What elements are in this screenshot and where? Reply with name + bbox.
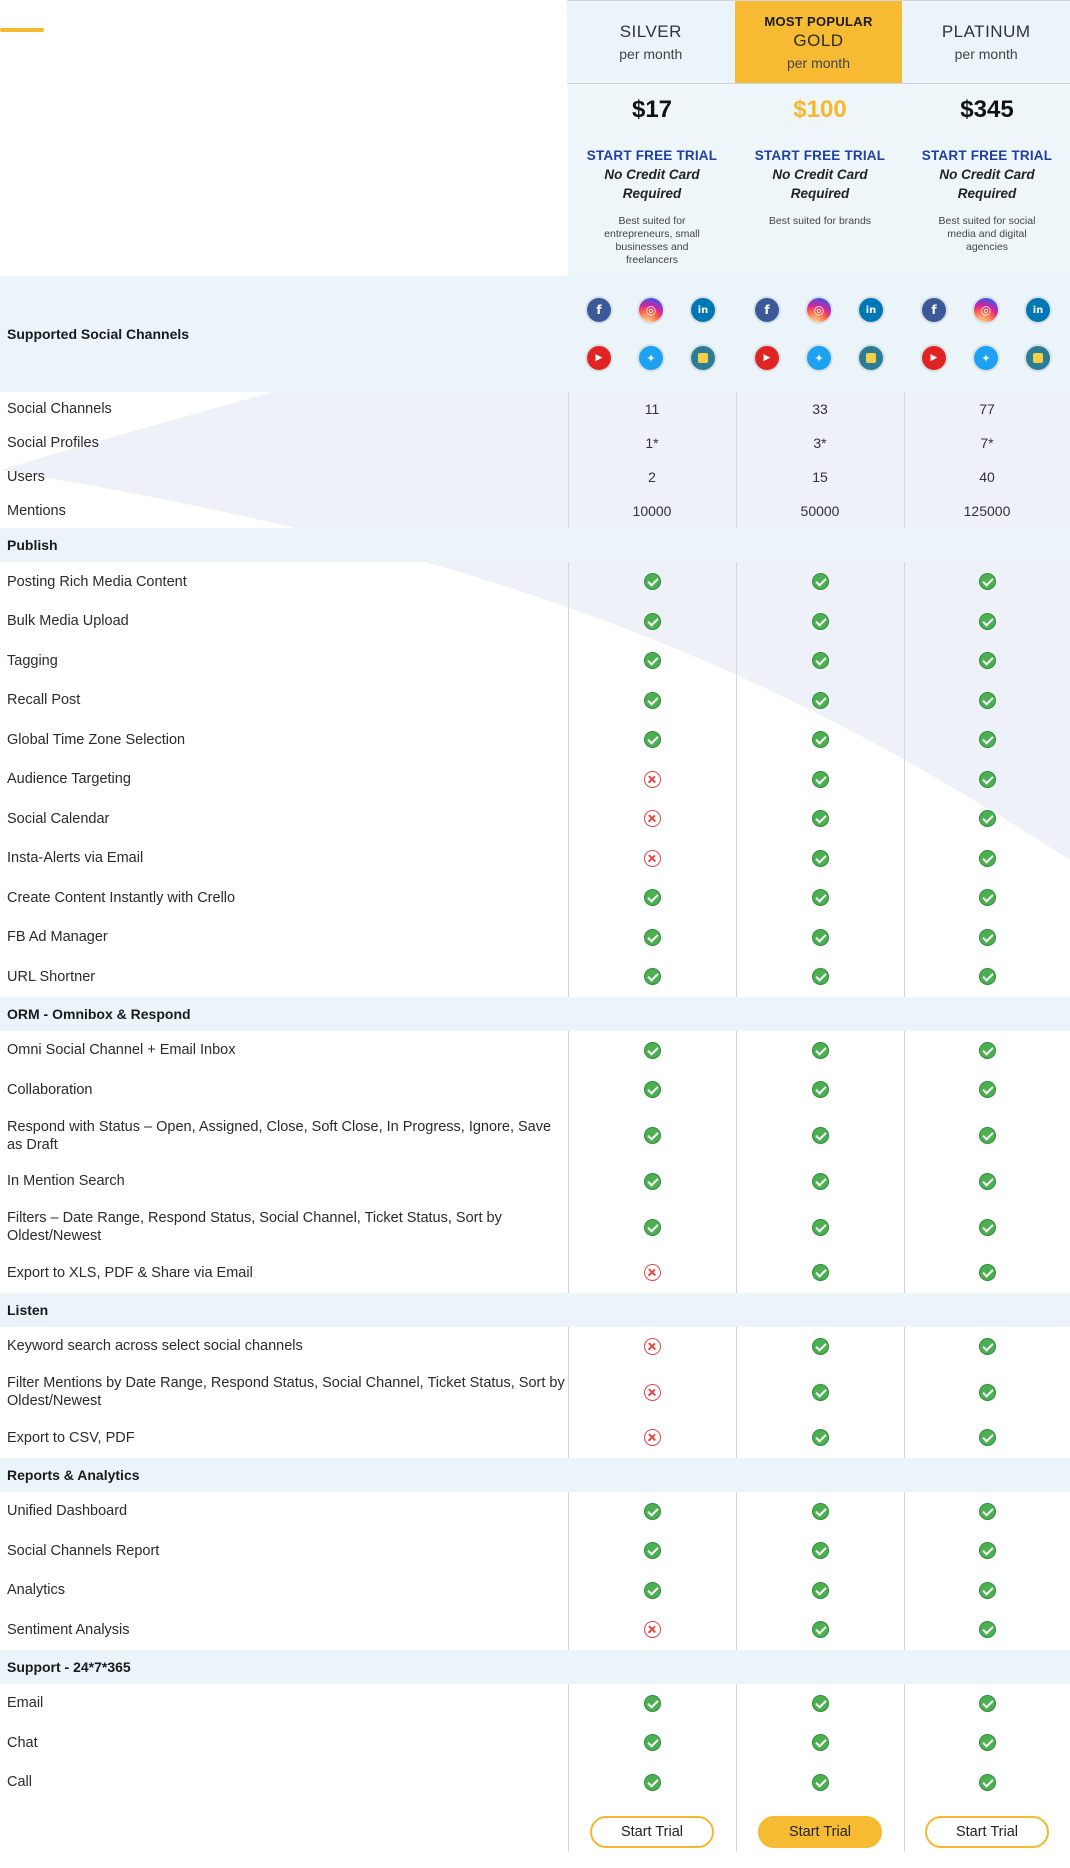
plan-price: $345 xyxy=(960,96,1014,123)
blogger-icon xyxy=(859,346,883,370)
feature-label: Export to CSV, PDF xyxy=(7,1429,135,1446)
check-icon xyxy=(644,1542,661,1559)
feature-label: In Mention Search xyxy=(7,1173,125,1190)
table-row xyxy=(0,602,1070,642)
row-value: 2 xyxy=(648,469,656,485)
plan-header-silver xyxy=(567,0,735,84)
cross-icon xyxy=(644,1384,661,1401)
row-value: 33 xyxy=(812,401,828,417)
feature-label: Email xyxy=(7,1695,44,1712)
check-icon xyxy=(812,1127,829,1144)
feature-label: URL Shortner xyxy=(7,968,96,985)
table-row xyxy=(0,1327,1070,1367)
check-icon xyxy=(979,1264,996,1281)
twitter-icon: ✦ xyxy=(807,346,831,370)
supported-social-channels-row xyxy=(0,276,1070,392)
plan-price: $100 xyxy=(793,96,847,123)
check-icon xyxy=(979,968,996,985)
start-trial-button-platinum[interactable]: Start Trial xyxy=(925,1816,1049,1848)
row-value: 125000 xyxy=(963,503,1011,519)
plan-price: $17 xyxy=(631,96,673,123)
check-icon xyxy=(812,1042,829,1059)
check-icon xyxy=(979,1621,996,1638)
check-icon xyxy=(979,613,996,630)
row-label: Supported Social Channels xyxy=(7,326,190,342)
table-row xyxy=(0,562,1070,602)
row-value: 10000 xyxy=(632,503,672,519)
section-title: Reports & Analytics xyxy=(7,1466,140,1483)
check-icon xyxy=(812,652,829,669)
section-title: Support - 24*7*365 xyxy=(7,1658,131,1675)
row-value: 50000 xyxy=(800,503,840,519)
feature-label: Filters – Date Range, Respond Status, Social Channel, Ticket Status, Sort by Oldest/Newest xyxy=(7,1210,502,1244)
most-popular-badge: MOST POPULAR xyxy=(764,13,873,29)
plan-period: per month xyxy=(954,46,1018,62)
best-suited-note: Best suited for social media and digital agencies xyxy=(938,215,1036,253)
feature-label: Create Content Instantly with Crello xyxy=(7,889,236,906)
table-row xyxy=(0,799,1070,839)
check-icon xyxy=(812,968,829,985)
table-row xyxy=(0,878,1070,918)
table-row xyxy=(0,839,1070,879)
check-icon xyxy=(979,1384,996,1401)
table-row xyxy=(0,392,1070,426)
table-row xyxy=(0,460,1070,494)
facebook-icon: f xyxy=(755,298,779,322)
check-icon xyxy=(979,810,996,827)
numeric-rows xyxy=(0,392,1070,528)
table-row xyxy=(0,1253,1070,1293)
check-icon xyxy=(812,1081,829,1098)
cross-icon xyxy=(644,771,661,788)
table-row xyxy=(0,1110,1070,1162)
check-icon xyxy=(979,1542,996,1559)
plan-name: PLATINUM xyxy=(941,22,1031,41)
check-icon xyxy=(812,1338,829,1355)
check-icon xyxy=(979,731,996,748)
table-row xyxy=(0,720,1070,760)
feature-label: Unified Dashboard xyxy=(7,1503,128,1520)
section-title: Listen xyxy=(7,1301,49,1318)
check-icon xyxy=(644,1503,661,1520)
feature-label: Sentiment Analysis xyxy=(7,1621,130,1638)
feature-label: Social Calendar xyxy=(7,810,110,827)
check-icon xyxy=(812,1734,829,1751)
feature-label: Tagging xyxy=(7,652,58,669)
check-icon xyxy=(644,1173,661,1190)
cross-icon xyxy=(644,1621,661,1638)
check-icon xyxy=(812,692,829,709)
cross-icon xyxy=(644,850,661,867)
check-icon xyxy=(812,731,829,748)
plan-header-row xyxy=(0,0,1070,84)
check-icon xyxy=(979,1127,996,1144)
section-title: ORM - Omnibox & Respond xyxy=(7,1005,191,1022)
check-icon xyxy=(812,613,829,630)
plan-period: per month xyxy=(619,46,683,62)
table-row xyxy=(0,1723,1070,1763)
check-icon xyxy=(979,1219,996,1236)
best-suited-note: Best suited for entrepreneurs, small businesses and freelancers xyxy=(604,215,700,266)
price-row xyxy=(0,84,1070,276)
twitter-icon: ✦ xyxy=(639,346,663,370)
feature-label: Collaboration xyxy=(7,1081,93,1098)
table-row xyxy=(0,1610,1070,1650)
section-header xyxy=(0,1650,1070,1684)
no-credit-card-note: No Credit Card Required xyxy=(604,167,700,201)
linkedin-icon: in xyxy=(1026,298,1050,322)
youtube-icon: ▶ xyxy=(922,346,946,370)
cross-icon xyxy=(644,810,661,827)
feature-sections xyxy=(0,528,1070,1802)
price-cell-gold xyxy=(736,84,904,276)
table-row xyxy=(0,1031,1070,1071)
check-icon xyxy=(812,573,829,590)
feature-label: Bulk Media Upload xyxy=(7,613,129,630)
check-icon xyxy=(979,1081,996,1098)
start-trial-row xyxy=(0,1802,1070,1862)
check-icon xyxy=(979,1582,996,1599)
check-icon xyxy=(644,692,661,709)
instagram-icon: ◎ xyxy=(807,298,831,322)
no-credit-card-note: No Credit Card Required xyxy=(772,167,868,201)
social-icons-gold xyxy=(736,276,904,392)
section-header xyxy=(0,528,1070,562)
check-icon xyxy=(644,929,661,946)
feature-label: Insta-Alerts via Email xyxy=(7,850,144,867)
check-icon xyxy=(644,1734,661,1751)
feature-label: Chat xyxy=(7,1734,38,1751)
linkedin-icon: in xyxy=(691,298,715,322)
check-icon xyxy=(644,613,661,630)
check-icon xyxy=(979,573,996,590)
facebook-icon: f xyxy=(587,298,611,322)
check-icon xyxy=(812,1173,829,1190)
table-row xyxy=(0,1531,1070,1571)
check-icon xyxy=(644,1582,661,1599)
check-icon xyxy=(812,1621,829,1638)
table-row xyxy=(0,1162,1070,1202)
table-row xyxy=(0,1201,1070,1253)
youtube-icon: ▶ xyxy=(755,346,779,370)
check-icon xyxy=(644,1219,661,1236)
row-label: Social Profiles xyxy=(7,435,99,451)
check-icon xyxy=(644,1695,661,1712)
table-row xyxy=(0,494,1070,528)
blogger-icon xyxy=(1026,346,1050,370)
check-icon xyxy=(979,1429,996,1446)
check-icon xyxy=(812,771,829,788)
table-row xyxy=(0,1366,1070,1418)
cross-icon xyxy=(644,1338,661,1355)
row-label: Users xyxy=(7,469,45,485)
check-icon xyxy=(979,1042,996,1059)
check-icon xyxy=(644,1081,661,1098)
check-icon xyxy=(644,1127,661,1144)
table-row xyxy=(0,1684,1070,1724)
instagram-icon: ◎ xyxy=(974,298,998,322)
feature-label: Recall Post xyxy=(7,692,81,709)
price-cell-silver xyxy=(568,84,736,276)
check-icon xyxy=(812,1429,829,1446)
table-row xyxy=(0,1571,1070,1611)
check-icon xyxy=(812,889,829,906)
check-icon xyxy=(979,1173,996,1190)
plan-name: SILVER xyxy=(619,22,682,41)
table-row xyxy=(0,1418,1070,1458)
instagram-icon: ◎ xyxy=(639,298,663,322)
row-value: 15 xyxy=(812,469,828,485)
check-icon xyxy=(979,1734,996,1751)
start-free-trial-link[interactable]: START FREE TRIAL xyxy=(921,148,1053,163)
check-icon xyxy=(812,1695,829,1712)
feature-label: Call xyxy=(7,1774,32,1791)
check-icon xyxy=(812,1774,829,1791)
plan-period: per month xyxy=(786,54,850,71)
section-title: Publish xyxy=(7,537,58,553)
feature-label: Respond with Status – Open, Assigned, Close, Soft Close, In Progress, Ignore, Save as Draft xyxy=(7,1118,552,1153)
feature-label: Audience Targeting xyxy=(7,771,131,788)
check-icon xyxy=(812,929,829,946)
feature-label: FB Ad Manager xyxy=(7,929,108,946)
social-icons-platinum xyxy=(904,276,1070,392)
table-row xyxy=(0,681,1070,721)
start-trial-button-gold[interactable]: Start Trial xyxy=(758,1816,882,1848)
table-row xyxy=(0,641,1070,681)
check-icon xyxy=(979,1774,996,1791)
check-icon xyxy=(644,1042,661,1059)
blogger-icon xyxy=(691,346,715,370)
plan-name: GOLD xyxy=(793,30,844,50)
facebook-icon: f xyxy=(922,298,946,322)
feature-label: Export to XLS, PDF & Share via Email xyxy=(7,1264,253,1281)
row-value: 7* xyxy=(980,435,994,451)
row-value: 11 xyxy=(644,401,660,417)
top-accent-bar xyxy=(0,28,44,32)
row-label: Mentions xyxy=(7,503,66,519)
check-icon xyxy=(979,850,996,867)
check-icon xyxy=(812,1542,829,1559)
row-value: 40 xyxy=(979,469,995,485)
table-row xyxy=(0,1492,1070,1532)
section-header xyxy=(0,997,1070,1031)
start-free-trial-link[interactable]: START FREE TRIAL xyxy=(586,148,718,163)
check-icon xyxy=(812,1384,829,1401)
start-free-trial-link[interactable]: START FREE TRIAL xyxy=(754,148,886,163)
check-icon xyxy=(979,692,996,709)
social-icons-silver xyxy=(568,276,736,392)
check-icon xyxy=(979,889,996,906)
check-icon xyxy=(979,652,996,669)
cross-icon xyxy=(644,1264,661,1281)
row-value: 1* xyxy=(645,435,659,451)
check-icon xyxy=(979,1338,996,1355)
no-credit-card-note: No Credit Card Required xyxy=(939,167,1035,201)
section-header xyxy=(0,1293,1070,1327)
table-row xyxy=(0,760,1070,800)
row-value: 77 xyxy=(979,401,995,417)
feature-label: Keyword search across select social channels xyxy=(7,1338,303,1355)
check-icon xyxy=(644,573,661,590)
check-icon xyxy=(812,1219,829,1236)
check-icon xyxy=(812,1264,829,1281)
check-icon xyxy=(979,929,996,946)
table-row xyxy=(0,1763,1070,1803)
check-icon xyxy=(812,1503,829,1520)
cross-icon xyxy=(644,1429,661,1446)
check-icon xyxy=(979,1503,996,1520)
feature-label: Global Time Zone Selection xyxy=(7,731,186,748)
check-icon xyxy=(812,810,829,827)
row-value: 3* xyxy=(813,435,827,451)
check-icon xyxy=(812,1582,829,1599)
row-label: Social Channels xyxy=(7,401,112,417)
check-icon xyxy=(644,968,661,985)
feature-label: Filter Mentions by Date Range, Respond Status, Social Channel, Ticket Status, Sort by Oldest/Newest xyxy=(7,1375,565,1409)
check-icon xyxy=(979,1695,996,1712)
start-trial-button-silver[interactable]: Start Trial xyxy=(590,1816,714,1848)
check-icon xyxy=(812,850,829,867)
check-icon xyxy=(644,1774,661,1791)
table-row xyxy=(0,957,1070,997)
twitter-icon: ✦ xyxy=(974,346,998,370)
feature-label: Posting Rich Media Content xyxy=(7,573,187,590)
section-header xyxy=(0,1458,1070,1492)
feature-label: Omni Social Channel + Email Inbox xyxy=(7,1042,236,1059)
table-row xyxy=(0,426,1070,460)
plan-header-platinum xyxy=(902,0,1070,84)
check-icon xyxy=(979,771,996,788)
feature-label: Analytics xyxy=(7,1582,66,1599)
best-suited-note: Best suited for brands xyxy=(768,215,872,227)
table-row xyxy=(0,1070,1070,1110)
table-row xyxy=(0,918,1070,958)
linkedin-icon: in xyxy=(859,298,883,322)
check-icon xyxy=(644,652,661,669)
youtube-icon: ▶ xyxy=(587,346,611,370)
feature-label: Social Channels Report xyxy=(7,1542,160,1559)
check-icon xyxy=(644,731,661,748)
plan-header-gold xyxy=(735,0,903,84)
check-icon xyxy=(644,889,661,906)
price-cell-platinum xyxy=(904,84,1070,276)
